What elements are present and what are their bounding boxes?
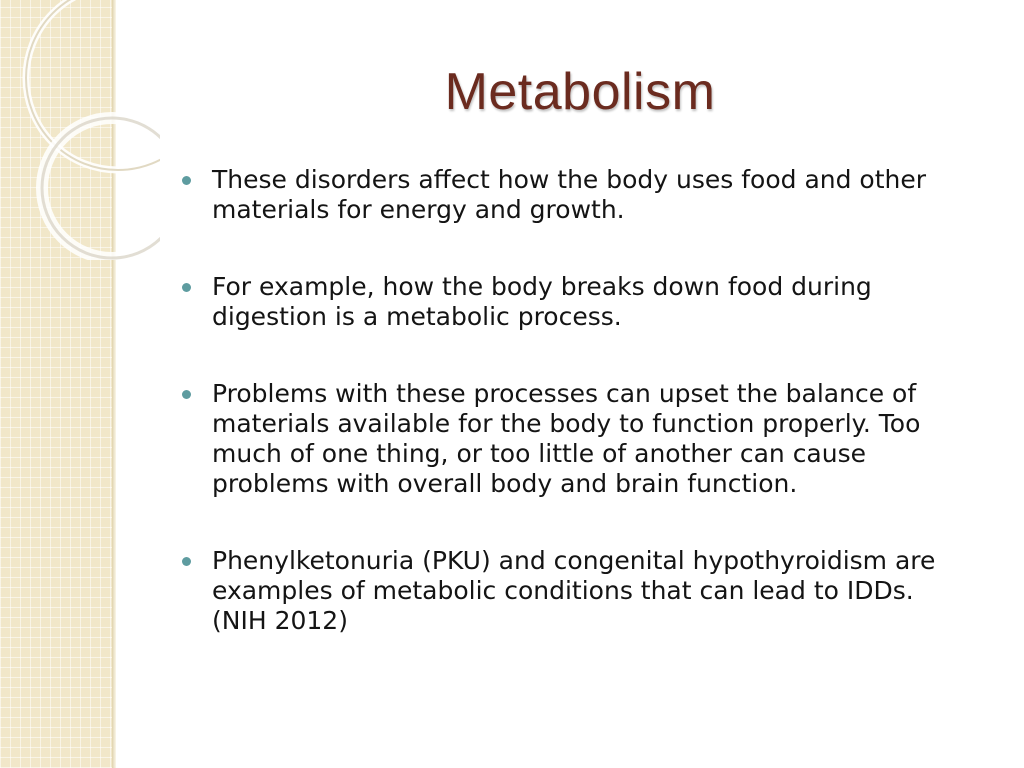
bullet-text: Phenylketonuria (PKU) and congenital hypothyroidism are examples of metabolic conditions that can lead to IDDs. (NIH 2012) bbox=[212, 546, 936, 635]
bullet-dot-icon bbox=[182, 176, 191, 185]
bullet-item bbox=[180, 546, 960, 636]
slide-title: Metabolism bbox=[444, 63, 716, 121]
bullet-text: Problems with these processes can upset the balance of materials available for the body to function properly. Too much of one thing, or too little of another can cause problems with overall body and brain function. bbox=[212, 379, 921, 498]
decorative-rings-icon bbox=[0, 0, 160, 260]
bullet-text: These disorders affect how the body uses food and other materials for energy and growth. bbox=[212, 165, 927, 224]
bullet-dot-icon bbox=[182, 390, 191, 399]
bullet-item bbox=[180, 165, 960, 225]
bullet-item bbox=[180, 272, 960, 332]
bullet-dot-icon bbox=[182, 283, 191, 292]
bullet-dot-icon bbox=[182, 557, 191, 566]
bullet-list bbox=[180, 165, 960, 683]
bullet-item bbox=[180, 379, 960, 499]
bullet-text: For example, how the body breaks down food during digestion is a metabolic process. bbox=[212, 272, 872, 331]
